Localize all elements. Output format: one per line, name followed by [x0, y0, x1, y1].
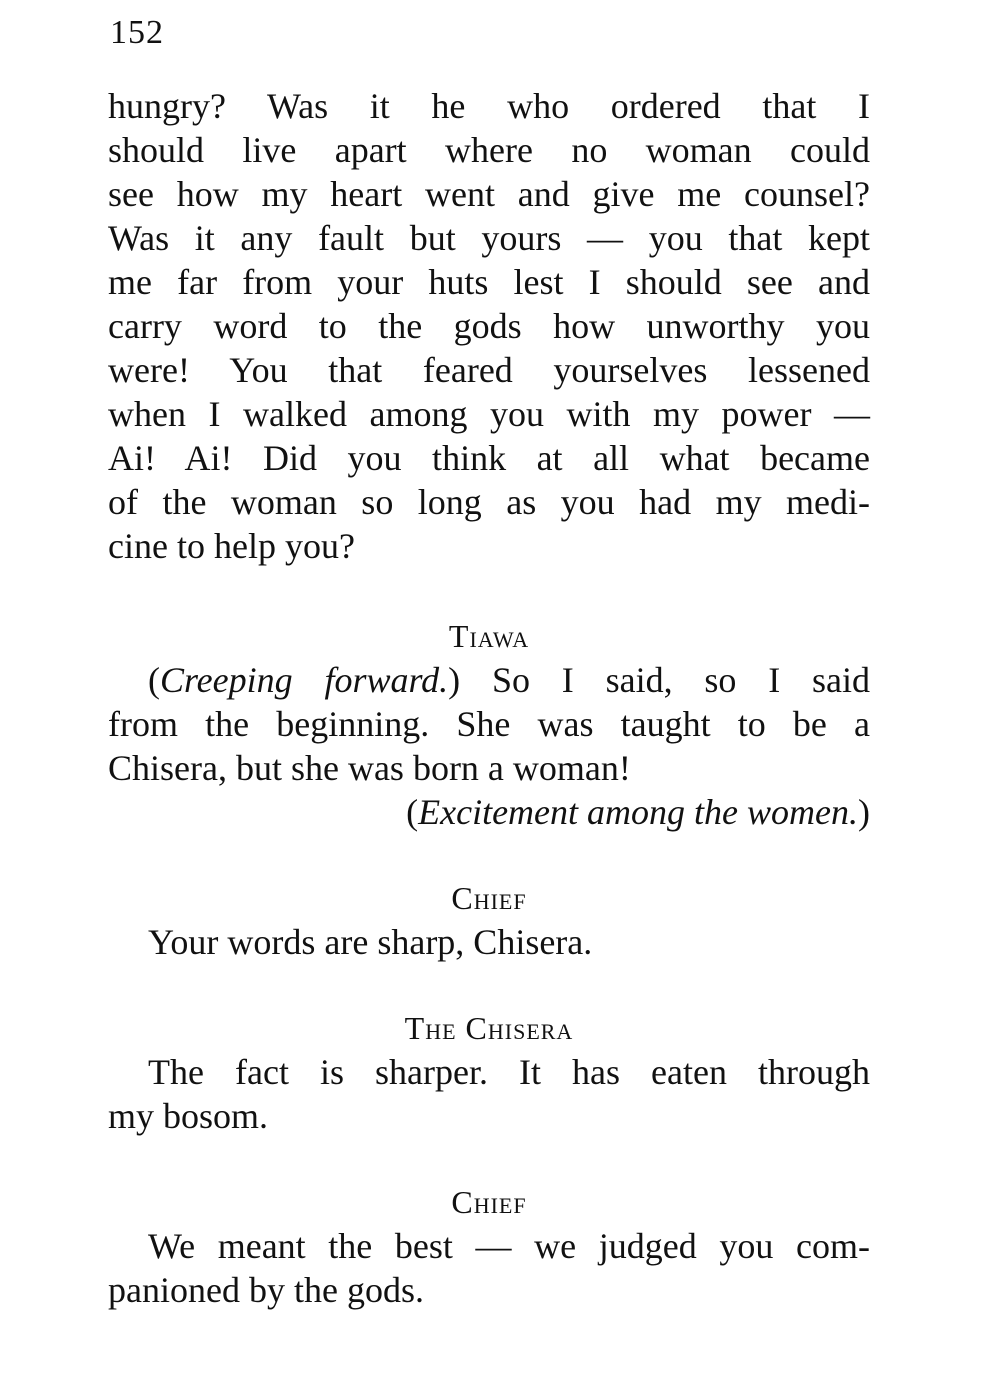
chief-line-1: We meant the best — we judged you com-: [148, 1226, 870, 1266]
passage-line: carry word to the gods how unworthy you: [108, 306, 870, 346]
chisera-line-1: The fact is sharper. It has eaten through: [148, 1052, 870, 1092]
stage-open-paren: (: [406, 792, 419, 832]
passage-line: cine to help you?: [108, 526, 355, 566]
direction-open-paren: (: [148, 660, 160, 700]
passage-line: Was it any fault but yours — you that kept: [108, 218, 870, 258]
tiawa-line-2: from the beginning. She was taught to be a: [108, 704, 870, 744]
passage-line: see how my heart went and give me counsel?: [108, 174, 870, 214]
speaker-tiawa: Tiawa: [448, 618, 530, 654]
chisera-speech: [108, 1050, 870, 1138]
direction-close-paren: ): [448, 660, 461, 700]
passage-line: were! You that feared yourselves lessened: [108, 350, 870, 390]
tiawa-line-1: [108, 658, 870, 702]
chisera-line-2: my bosom.: [108, 1096, 269, 1136]
stage-direction: Creeping forward.: [160, 660, 449, 700]
passage-line: of the woman so long as you had my medi-: [108, 482, 870, 522]
page-number: 152: [110, 14, 164, 51]
passage-line: should live apart where no woman could: [108, 130, 870, 170]
speaker-chief-1: Chief: [451, 880, 527, 916]
opening-passage: [108, 84, 870, 568]
tiawa-speech: [108, 658, 870, 834]
passage-line: me far from your huts lest I should see and: [108, 262, 870, 302]
chief-line-2: panioned by the gods.: [108, 1270, 424, 1310]
chief-speech-1: [108, 920, 870, 964]
tiawa-line-3: Chisera, but she was born a woman!: [108, 748, 631, 788]
passage-line: Ai! Ai! Did you think at all what became: [108, 438, 870, 478]
passage-line: when I walked among you with my power —: [108, 394, 870, 434]
speaker-chief-2: Chief: [451, 1184, 527, 1220]
chief-line: Your words are sharp, Chisera.: [148, 922, 593, 962]
tiawa-line-1-text: So I said, so I said: [460, 660, 870, 700]
passage-line: hungry? Was it he who ordered that I: [108, 86, 870, 126]
stage-direction-text: Excitement among the women.: [418, 792, 858, 832]
speaker-chisera: The Chisera: [404, 1010, 574, 1046]
stage-direction-women: [108, 790, 870, 834]
stage-close-paren: ): [858, 792, 870, 832]
chief-speech-2: [108, 1224, 870, 1312]
